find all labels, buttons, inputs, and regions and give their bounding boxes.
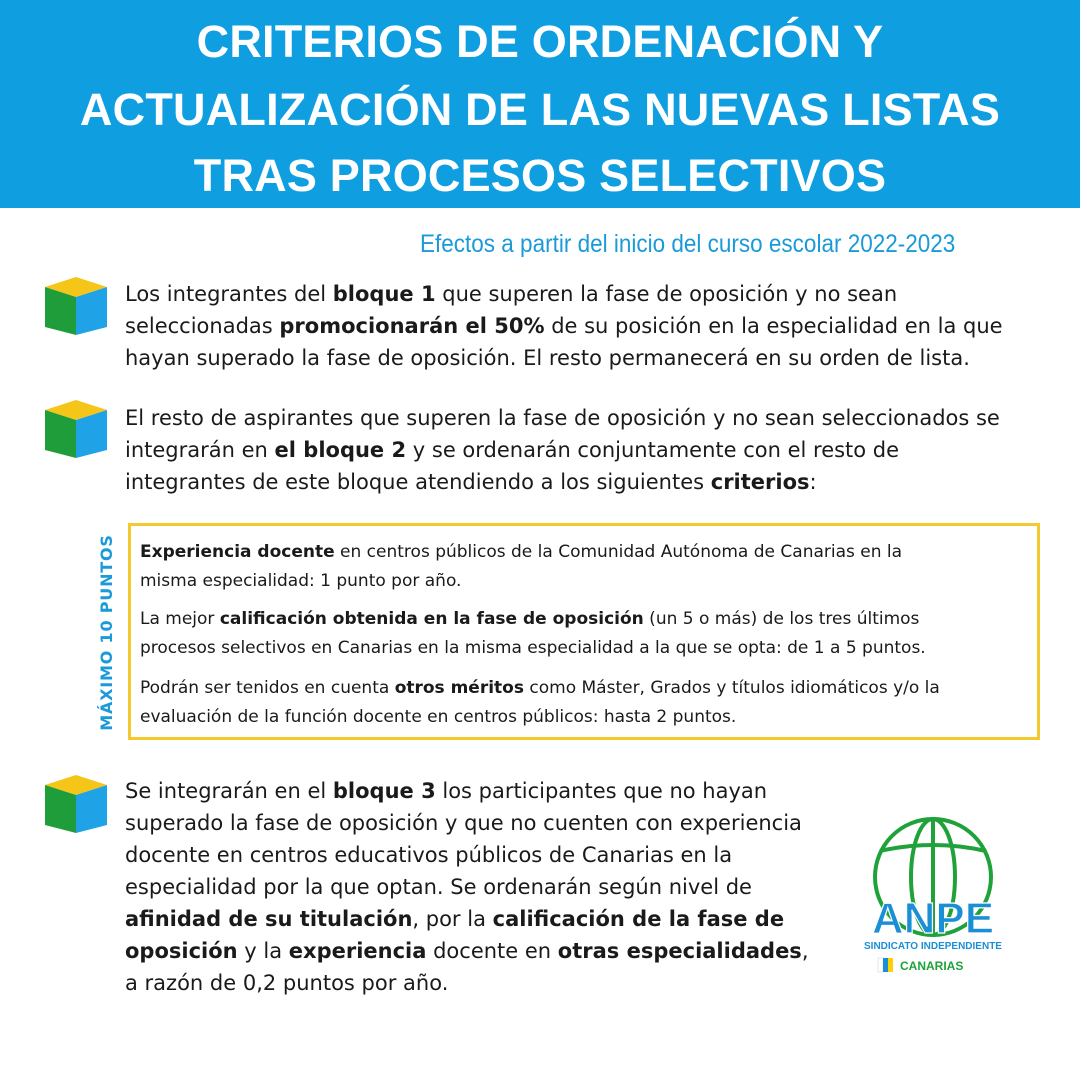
text-line (125, 310, 1003, 342)
title-line-2: ACTUALIZACIÓN DE LAS NUEVAS LISTAS (79, 84, 1001, 135)
logo-tagline: SINDICATO INDEPENDIENTE (864, 941, 1002, 952)
text-line (125, 775, 809, 807)
text-segment: especialidad por la que optan. Se ordenarán según nivel de (125, 875, 752, 899)
text-segment: misma especialidad: 1 punto por año. (140, 571, 462, 591)
text-segment: La mejor (140, 609, 220, 629)
text-segment: procesos selectivos en Canarias en la misma especialidad a la que se opta: de 1 a 5 puntos. (140, 638, 926, 658)
text-segment: El resto de aspirantes que superen la fase de oposición y no sean seleccionados se (125, 406, 1000, 430)
criterion-otros-meritos (140, 674, 1020, 732)
text-segment: , (801, 939, 809, 963)
text-segment: en centros públicos de la Comunidad Autónoma de Canarias en la (334, 542, 903, 562)
text-line (125, 807, 809, 839)
text-segment: y se ordenarán conjuntamente con el resto de (406, 438, 900, 462)
text-segment: seleccionadas (125, 314, 280, 338)
text-segment: Se integrarán en el (125, 779, 333, 803)
text-segment: integrantes de este bloque atendiendo a los siguientes (125, 470, 711, 494)
text-segment: evaluación de la función docente en centros públicos: hasta 2 puntos. (140, 707, 737, 727)
text-line (140, 703, 1020, 732)
bold-text: bloque 1 (332, 282, 436, 306)
text-segment: : (809, 470, 817, 494)
bold-text: otras especialidades (557, 939, 802, 963)
text-segment: como Máster, Grados y títulos idiomáticos y/o la (523, 678, 940, 698)
text-segment: a razón de 0,2 puntos por año. (125, 971, 449, 995)
cube-icon (43, 400, 109, 460)
text-segment: Podrán ser tenidos en cuenta (140, 678, 395, 698)
text-segment: Los integrantes del (125, 282, 333, 306)
text-line (125, 402, 1000, 434)
criterion-experiencia (140, 538, 1020, 596)
text-line (125, 466, 1000, 498)
text-line (125, 871, 809, 903)
bold-text: bloque 3 (332, 779, 436, 803)
text-line (140, 538, 1020, 567)
text-segment: que superen la fase de oposición y no sean (435, 282, 898, 306)
bold-text: calificación obtenida en la fase de oposición (219, 609, 644, 629)
text-segment: de su posición en la especialidad en la que (544, 314, 1003, 338)
text-line (140, 674, 1020, 703)
canarias-flag-icon (878, 958, 893, 972)
text-line (125, 342, 1003, 374)
title-line-1: CRITERIOS DE ORDENACIÓN Y (196, 16, 884, 67)
text-line (125, 967, 809, 999)
text-segment: docente en (426, 939, 558, 963)
text-segment: integrarán en (125, 438, 275, 462)
text-line (125, 434, 1000, 466)
bold-text: Experiencia docente (140, 542, 335, 562)
bold-text: otros méritos (394, 678, 524, 698)
bold-text: criterios (710, 470, 810, 494)
text-line (140, 605, 1020, 634)
text-line (125, 839, 809, 871)
bold-text: afinidad de su titulación (125, 907, 413, 931)
text-line (125, 278, 1003, 310)
text-line (125, 935, 809, 967)
logo-name: ANPE (871, 894, 995, 943)
bloque-2-paragraph (125, 402, 1000, 498)
logo-region: CANARIAS (900, 959, 964, 973)
text-segment: y la (237, 939, 289, 963)
text-segment: hayan superado la fase de oposición. El resto permanecerá en su orden de lista. (125, 346, 970, 370)
bold-text: el bloque 2 (274, 438, 407, 462)
criterion-calificacion (140, 605, 1020, 663)
bold-text: oposición (125, 939, 238, 963)
text-segment: los participantes que no hayan (435, 779, 768, 803)
bloque-3-paragraph (125, 775, 809, 999)
text-segment: (un 5 o más) de los tres últimos (643, 609, 920, 629)
header-banner (0, 0, 1080, 208)
text-line (140, 567, 1020, 596)
subtitle: Efectos a partir del inicio del curso escolar 2022-2023 (420, 230, 956, 258)
anpe-logo (858, 815, 1008, 980)
text-line (140, 634, 1020, 663)
bold-text: promocionarán el 50% (279, 314, 545, 338)
text-segment: docente en centros educativos públicos de Canarias en la (125, 843, 733, 867)
text-line (125, 903, 809, 935)
cube-icon (43, 775, 109, 835)
side-label-max-points: MÁXIMO 10 PUNTOS (97, 534, 116, 731)
text-segment: , por la (412, 907, 493, 931)
bold-text: calificación de la fase de (492, 907, 785, 931)
text-segment: superado la fase de oposición y que no cuenten con experiencia (125, 811, 802, 835)
bloque-1-paragraph (125, 278, 1003, 374)
bold-text: experiencia (288, 939, 427, 963)
title-line-3: TRAS PROCESOS SELECTIVOS (193, 150, 887, 201)
cube-icon (43, 277, 109, 337)
